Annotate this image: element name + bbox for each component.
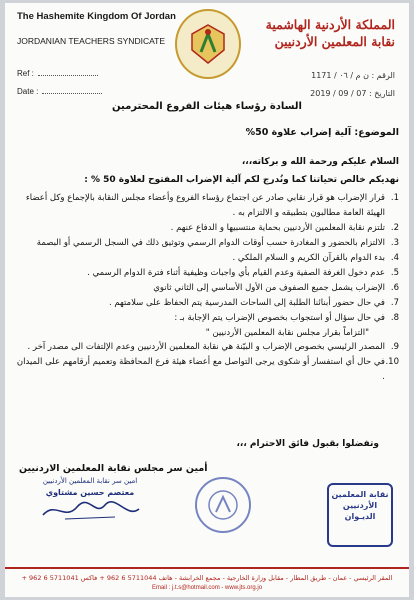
list-item: 3. الالتزام بالحضور و المغادرة حسب أوقات الدوام الرسمي وتوثيق ذلك في السجل الرسمي أو البصمة xyxy=(36,238,399,248)
header-arabic xyxy=(266,17,395,49)
subject-line: الموضوع: آلية إضراب علاوة 50% xyxy=(245,127,399,138)
syndicate-logo xyxy=(175,9,241,79)
list-item: 4. بدء الدوام بالقرآن الكريم و السلام الملكي . xyxy=(232,253,399,263)
list-item: 2. تلتزم نقابة المعلمين الأردنيين بحماية منتسبيها و الدفاع عنهم . xyxy=(170,223,399,233)
signature-block xyxy=(25,477,155,527)
addressee: السادة رؤساء هيئات الفروع المحترمين xyxy=(112,101,302,112)
item8-quote: "التزاماً بقرار مجلس نقابة المعلمين الأردنيين " xyxy=(205,328,369,338)
ar-ref-number: الرقم : ن م / ٠٦ / 1171 xyxy=(311,71,395,80)
list-item: 8. في حال سؤال أو استجواب بخصوص الإضراب يتم الإجابة بـ : xyxy=(174,313,399,323)
greeting: السلام عليكم ورحمة الله و بركاته،،، xyxy=(241,157,399,167)
office-stamp: نقابة المعلمين الأردنيين الديـوان xyxy=(327,483,393,547)
list-item: 9. المصدر الرئيسي بخصوص الإضراب و البيّنة هي نقابة المعلمين الأردنيين وعدم الإلتفات الى مصدر آخر . xyxy=(27,342,399,352)
intro-line: نهديكم خالص تحياتنا كما ونُدرج لكم آلية الإضراب المفتوح لعلاوة 50 % : xyxy=(84,175,399,185)
sig-name: معتصم حسين مشتاوي xyxy=(45,488,135,497)
footer-address: المقر الرئيسي - عمان - طريق المطار - مقابل وزارة الخارجية - مجمع الخرابشة - هاتف 5711044 6 962 + فاكس 5711041 6 962 + xyxy=(21,574,393,582)
ar-date: التاريخ : 07 / 09 / 2019 xyxy=(310,89,395,98)
date-label-en: Date : xyxy=(17,87,39,96)
ref-label: Ref : xyxy=(17,69,34,78)
ref-field xyxy=(17,69,98,78)
handwritten-signature-icon xyxy=(35,497,145,523)
logo-emblem-icon xyxy=(188,22,228,66)
list-item: 6. الإضراب يشمل جميع الصفوف من الأول الأساسي إلى الثاني ثانوي xyxy=(153,283,399,293)
header-syndicate-en: JORDANIAN TEACHERS SYNDICATE xyxy=(17,36,165,46)
closing-line: وتفضلوا بقبول فائق الاحترام ،،، xyxy=(236,439,379,449)
sig-title-small: امين سر نقابة المعلمين الأردنيين xyxy=(42,477,138,485)
footer xyxy=(5,567,409,597)
list-item: 10. في حال أي استفسار أو شكوى يرجى التواصل مع أعضاء هيئة فرع المحافظة وتعميم أرقامهم على الميدان . xyxy=(16,357,399,382)
header-kingdom-en: The Hashemite Kingdom Of Jordan xyxy=(17,11,176,22)
footer-contact: Email : j.t.s@hotmail.com - www.jts.org.jo xyxy=(151,585,263,591)
header-kingdom-ar: المملكة الأردنية الهاشمية xyxy=(265,17,395,32)
date-field xyxy=(17,87,102,96)
list-item: 7. في حال حضور أبنائنا الطلبة إلى الساحات المدرسية يتم الحفاظ على سلامتهم . xyxy=(109,298,399,308)
list-item: 5. عدم دخول الغرفة الصفية وعدم القيام بأي واجبات وظيفية أثناء فترة الدوام الرسمي . xyxy=(87,268,399,278)
header-syndicate-ar: نقابة المعلمين الأردنيين xyxy=(274,34,395,49)
header-english xyxy=(17,11,176,46)
round-seal-icon xyxy=(195,477,251,533)
letter-sheet xyxy=(5,3,409,597)
list-item: 1. قرار الإضراب هو قرار نقابي صادر عن اجتماع رؤساء الفروع وأعضاء مجلس النقابة بالإجماع وكل أعضاء الهيئة العامة مطالبون بتطبيقه و الالتزام به . xyxy=(25,193,399,218)
signatory-title: أمين سر مجلس نقابة المعلمين الاردنيين xyxy=(19,463,208,474)
mechanism-list xyxy=(15,191,399,385)
